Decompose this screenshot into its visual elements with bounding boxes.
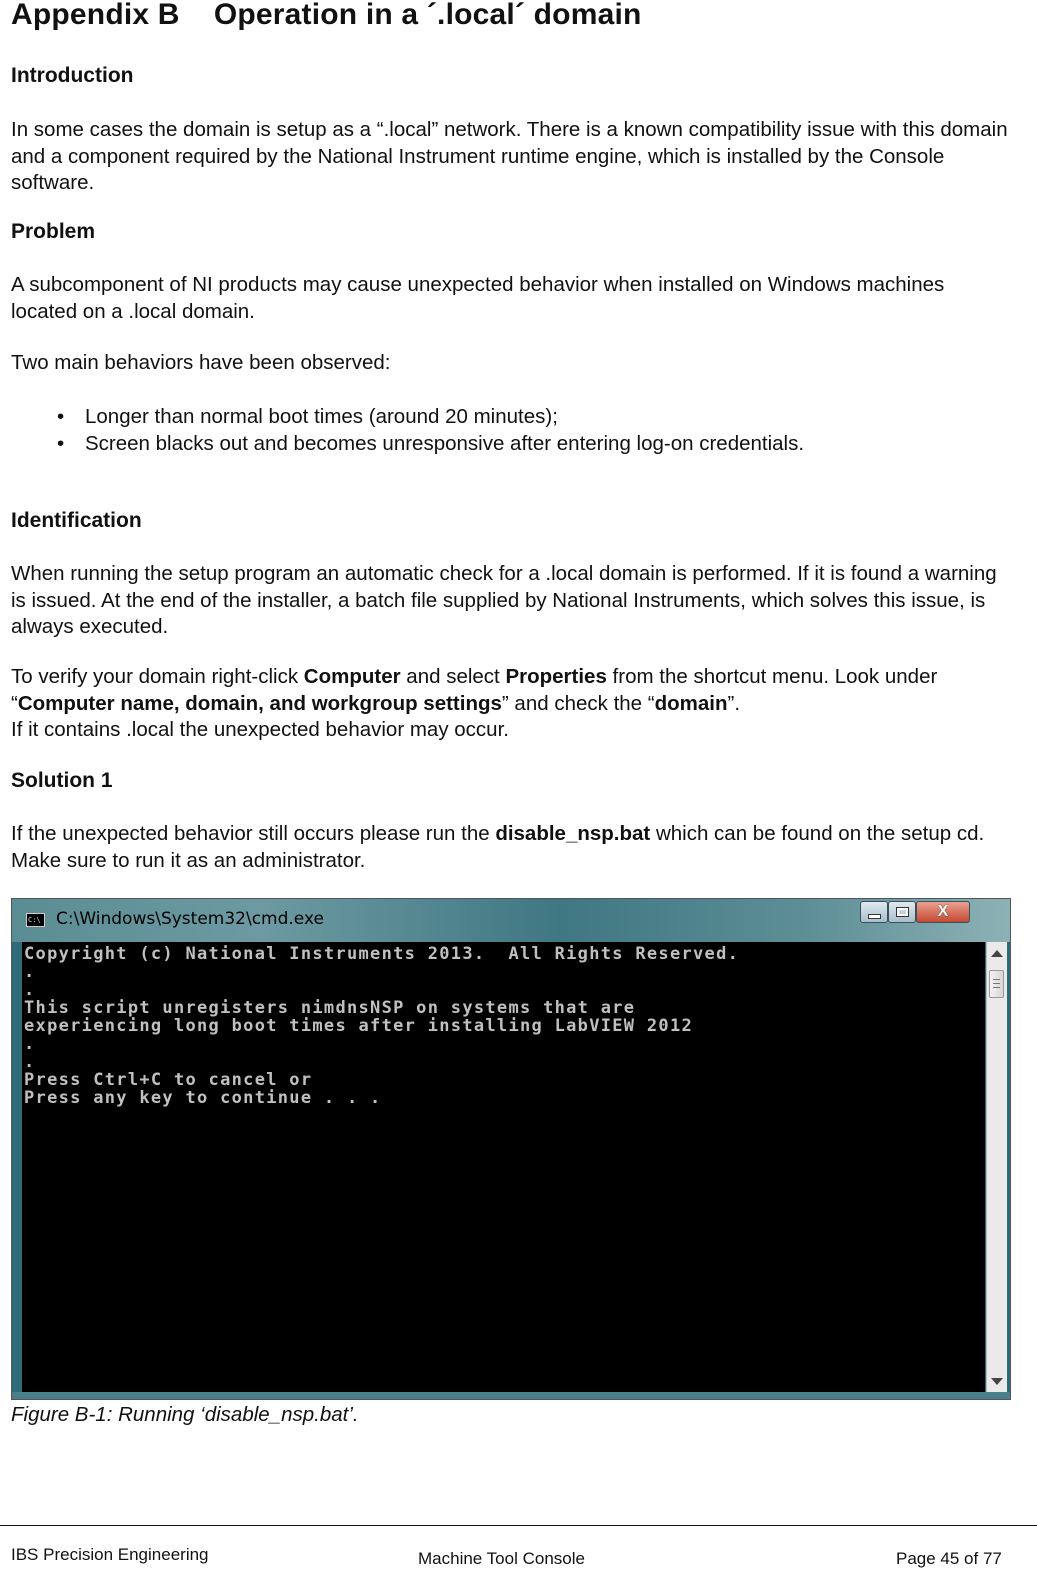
console-line: . xyxy=(24,1034,36,1054)
bullet-item: Longer than normal boot times (around 20 minutes); xyxy=(85,405,558,428)
solution-text: If the unexpected behavior still occurs please run the disable_nsp.bat which can be found on the setup cd. Make sure to run it as an administrator. xyxy=(11,822,985,872)
scroll-thumb xyxy=(989,970,1004,998)
maximize-button xyxy=(888,901,916,923)
introduction-text: In some cases the domain is setup as a “.local” network. There is a known compatibility issue with this domain and a component required by the National Instrument runtime engine, which is installed by the Console software. xyxy=(11,118,1008,194)
local-warning-text: If it contains .local the unexpected behavior may occur. xyxy=(11,718,509,741)
properties-term: Properties xyxy=(505,665,607,688)
cmd-console-output xyxy=(22,942,985,1393)
cmd-window-title: C:\Windows\System32\cmd.exe xyxy=(56,909,324,929)
cmd-window-screenshot xyxy=(11,898,1011,1400)
batch-file-name: disable_nsp.bat xyxy=(495,822,651,845)
solution-heading: Solution 1 xyxy=(11,769,113,792)
footer-product: Machine Tool Console xyxy=(418,1549,585,1568)
minimize-icon xyxy=(868,914,881,919)
console-line: This script unregisters nimdnsNSP on systems that are xyxy=(24,998,636,1018)
problem-heading: Problem xyxy=(11,220,96,243)
cmd-title-bar xyxy=(12,899,1010,942)
verify-domain-text: To verify your domain right-click Computer and select Properties from the shortcut menu. Look under “Computer name, domain, and workgroup settings” and check the “domain”. xyxy=(11,665,938,715)
console-line: . xyxy=(24,980,36,1000)
appendix-title: Operation in a ´.local´ domain xyxy=(213,0,642,31)
close-button xyxy=(916,901,970,923)
footer-divider xyxy=(0,1525,1037,1526)
cmd-window-frame-bottom xyxy=(12,1392,1010,1399)
computer-term: Computer xyxy=(303,665,401,688)
appendix-heading xyxy=(11,0,642,32)
scroll-up-icon xyxy=(991,950,1003,957)
minimize-button xyxy=(860,901,888,923)
introduction-heading: Introduction xyxy=(11,64,134,87)
bullet-symbol: • xyxy=(57,432,65,455)
console-line: experiencing long boot times after installing LabVIEW 2012 xyxy=(24,1016,694,1036)
domain-term: domain xyxy=(654,691,728,715)
settings-term: Computer name, domain, and workgroup settings xyxy=(17,691,502,715)
figure-caption: Figure B-1: Running ‘disable_nsp.bat’. xyxy=(11,1403,359,1426)
console-line: Press Ctrl+C to cancel or xyxy=(24,1070,313,1090)
bullet-symbol: • xyxy=(57,405,65,428)
maximize-icon xyxy=(897,908,908,916)
console-line: . xyxy=(24,1052,36,1072)
problem-text: A subcomponent of NI products may cause unexpected behavior when installed on Windows machines located on a .local domain. xyxy=(11,273,945,323)
bullet-item: Screen blacks out and becomes unresponsive after entering log-on credentials. xyxy=(85,432,805,455)
footer-page-number: Page 45 of 77 xyxy=(896,1549,1002,1568)
cmd-scrollbar xyxy=(986,942,1007,1393)
cmd-app-icon: C:\ xyxy=(26,913,45,927)
identification-heading: Identification xyxy=(11,509,142,532)
console-line: Press any key to continue . . . xyxy=(24,1088,382,1108)
scroll-down-icon xyxy=(991,1378,1003,1385)
footer-company: IBS Precision Engineering xyxy=(11,1545,209,1564)
close-icon: X xyxy=(937,903,949,920)
console-line: Copyright (c) National Instruments 2013. All Rights Reserved. xyxy=(24,944,740,964)
behaviors-intro: Two main behaviors have been observed: xyxy=(11,351,391,374)
appendix-label: Appendix B xyxy=(11,0,180,31)
identification-text: When running the setup program an automatic check for a .local domain is performed. If it is found a warning is issued. At the end of the installer, a batch file supplied by National Instruments, which solves this issue, is always executed. xyxy=(11,562,997,638)
console-line: . xyxy=(24,962,36,982)
